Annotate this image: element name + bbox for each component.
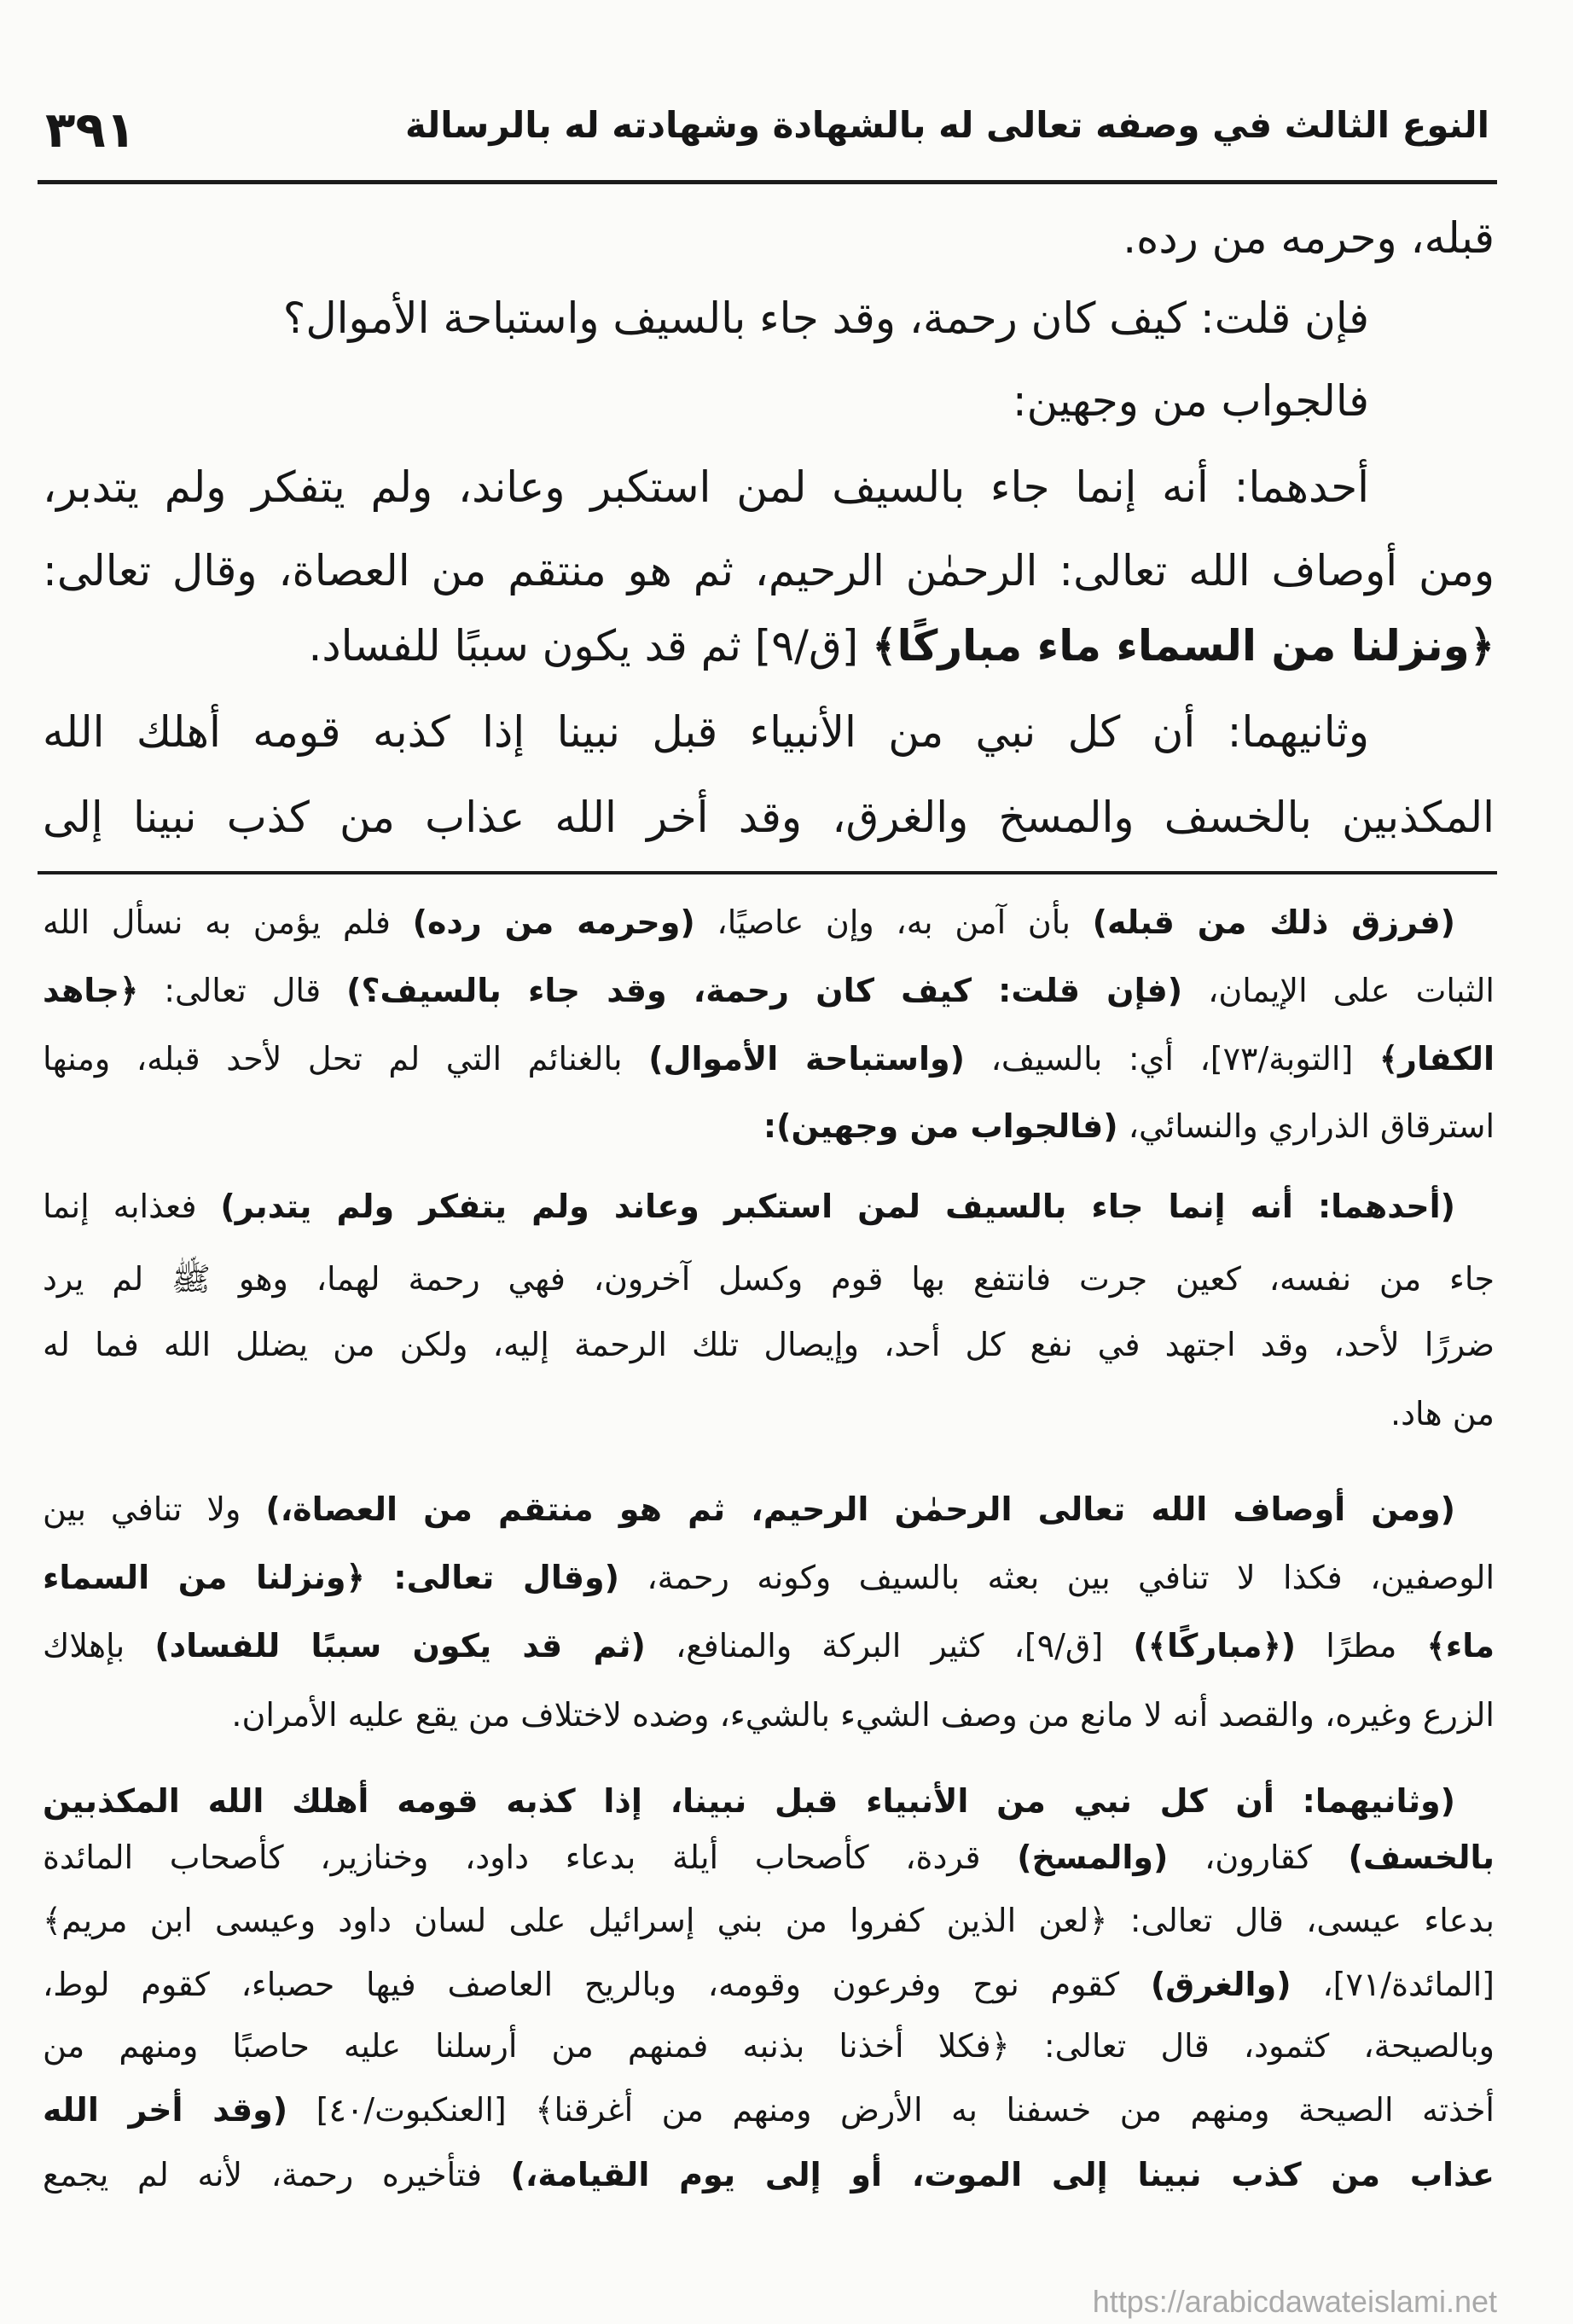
main-text-line [43, 457, 1369, 517]
quoted-matn-text: (فرزق ذلك من قبله) [1092, 903, 1455, 941]
quoted-matn-text: (﴿مباركًا﴾) [1133, 1627, 1297, 1665]
quoted-matn-text: (وثانيهما: أن كل نبي من الأنبياء قبل نبينا، إذا كذبه قومه أهلك الله المكذبين [43, 1782, 1455, 1820]
commentary-text: جاء من نفسه، كعين جرت فانتفع بها قوم وكسل آخرون، فهي رحمة لهما، وهو ﷺ لم يرد [43, 1260, 1495, 1298]
quoted-matn-text: (وقد أخر الله [43, 2091, 288, 2129]
commentary-line [43, 967, 1495, 1014]
main-text-line [43, 288, 1369, 348]
commentary-line [43, 1102, 1495, 1150]
commentary-text: الوصفين، فكذا لا تنافي بين بعثه بالسيف وكونه رحمة، [618, 1559, 1495, 1596]
commentary-text: فلم يؤمن به نسأل الله [43, 903, 413, 941]
commentary-line [43, 1390, 1495, 1438]
main-text-line [43, 208, 1495, 268]
main-text: قبله، وحرمه من رده. [1123, 213, 1495, 263]
quoted-matn-text: (أحدهما: أنه إنما جاء بالسيف لمن استكبر وعاند ولم يتفكر ولم يتدبر) [220, 1188, 1455, 1225]
main-text-line [43, 787, 1495, 847]
commentary-text: أخذته الصيحة ومنهم من خسفنا به الأرض ومنهم من أغرقنا﴾ [العنكبوت/٤٠] [287, 2091, 1495, 2129]
commentary-line [43, 2151, 1495, 2199]
main-text: وثانيهما: أن كل نبي من الأنبياء قبل نبينا إذا كذبه قومه أهلك الله [43, 707, 1369, 757]
quoted-matn-text: (والغرق) [1150, 1966, 1291, 2003]
quoted-matn-text: (فالجواب من وجهين): [763, 1107, 1118, 1145]
commentary-text: قال تعالى: [138, 972, 347, 1009]
commentary-text: قردة، كأصحاب أيلة بدعاء داود، وخنازير، كأصحاب المائدة [43, 1839, 1018, 1876]
commentary-line [43, 1485, 1455, 1533]
commentary-text: بدعاء عيسى، قال تعالى: ﴿لعن الذين كفروا من بني إسرائيل على لسان داود وعيسى ابن مريم﴾ [43, 1902, 1495, 1939]
watermark-url: https://arabicdawateislami.net [1092, 2284, 1497, 2319]
quoted-matn-text: عذاب من كذب نبينا إلى الموت، أو إلى يوم القيامة،) [510, 2156, 1495, 2193]
commentary-line [43, 1961, 1495, 2008]
commentary-text: [المائدة/٧١]، [1291, 1966, 1495, 2003]
commentary-text: كقارون، [1168, 1839, 1349, 1876]
commentary-line [43, 1182, 1455, 1230]
main-text-line [43, 616, 1495, 676]
quran-verse-text: الكفار﴾ [1379, 1040, 1495, 1078]
commentary-line [43, 1035, 1495, 1083]
main-text-line [43, 541, 1495, 601]
commentary-line [43, 1255, 1495, 1303]
quoted-matn-text: (وقال تعالى: ﴿ونزلنا من السماء [43, 1559, 619, 1596]
commentary-line [43, 1554, 1495, 1601]
commentary-text: فعذابه إنما [43, 1188, 221, 1225]
commentary-text: [التوبة/٧٣]، أي: بالسيف، [965, 1040, 1379, 1078]
quoted-matn-text: (ثم قد يكون سببًا للفساد) [154, 1627, 646, 1665]
commentary-text: بالغنائم التي لم تحل لأحد قبله، ومنها [43, 1040, 649, 1078]
main-text: المكذبين بالخسف والمسخ والغرق، وقد أخر الله عذاب من كذب نبينا إلى [43, 793, 1495, 842]
quran-verse-text: ﴿ونزلنا من السماء ماء مباركًا﴾ [872, 621, 1495, 671]
commentary-line [43, 1321, 1495, 1368]
commentary-text: فتأخيره رحمة، لأنه لم يجمع [43, 2156, 511, 2193]
commentary-line [43, 2086, 1495, 2134]
commentary-line [43, 1622, 1495, 1670]
commentary-line [43, 1897, 1495, 1944]
quoted-matn-text: بالخسف) [1348, 1839, 1495, 1876]
quoted-matn-text: (فإن قلت: كيف كان رحمة، وقد جاء بالسيف؟) [346, 972, 1183, 1009]
main-text: [ق/٩] ثم قد يكون سببًا للفساد. [308, 621, 873, 671]
quoted-matn-text: ماء﴾ [1426, 1627, 1495, 1665]
commentary-text: بإهلاك [43, 1627, 155, 1665]
commentary-text: [ق/٩]، كثير البركة والمنافع، [645, 1627, 1134, 1665]
commentary-line [43, 2022, 1495, 2070]
running-header-title: النوع الثالث في وصفه تعالى له بالشهادة وشهادته له بالرسالة [405, 104, 1489, 146]
footnote-separator-rule [38, 871, 1497, 874]
header-rule [38, 180, 1497, 184]
commentary-text: وبالصيحة، كثمود، قال تعالى: ﴿فكلا أخذنا بذنبه فمنهم من أرسلنا عليه حاصبًا ومنهم من [43, 2027, 1495, 2065]
commentary-text: بأن آمن به، وإن عاصيًا، [694, 903, 1093, 941]
commentary-line [43, 1777, 1455, 1825]
main-text: ومن أوصاف الله تعالى: الرحمٰن الرحيم، ثم هو منتقم من العصاة، وقال تعالى: [43, 546, 1495, 596]
page-number: ٣٩١ [45, 101, 136, 159]
quoted-matn-text: (والمسخ) [1017, 1839, 1169, 1876]
main-text: أحدهما: أنه إنما جاء بالسيف لمن استكبر وعاند، ولم يتفكر ولم يتدبر، [43, 462, 1369, 512]
main-text-line [43, 702, 1369, 762]
quoted-matn-text: (ومن أوصاف الله تعالى الرحمٰن الرحيم، ثم هو منتقم من العصاة،) [265, 1490, 1455, 1528]
quoted-matn-text: (وحرمه من رده) [412, 903, 695, 941]
quoted-matn-text: (واستباحة الأموال) [648, 1040, 966, 1078]
commentary-text: ضررًا لأحد، وقد اجتهد في نفع كل أحد، وإيصال تلك الرحمة إليه، ولكن من يضلل الله فما له [43, 1326, 1495, 1363]
main-text: فإن قلت: كيف كان رحمة، وقد جاء بالسيف واستباحة الأموال؟ [282, 293, 1369, 343]
commentary-text: ولا تنافي بين [43, 1490, 266, 1528]
commentary-text: من هاد. [1390, 1395, 1495, 1432]
commentary-text: الزرع وغيره، والقصد أنه لا مانع من وصف الشيء بالشيء، وضده لاختلاف من يقع عليه الأمران. [231, 1696, 1495, 1734]
quran-verse-text: ﴿جاهد [43, 972, 139, 1009]
commentary-line [43, 1691, 1495, 1739]
main-text: فالجواب من وجهين: [1012, 376, 1369, 426]
commentary-text: استرقاق الذراري والنسائي، [1117, 1107, 1495, 1145]
main-text-line [43, 371, 1369, 431]
commentary-line [43, 1833, 1495, 1881]
commentary-line [43, 898, 1455, 946]
commentary-text: مطرًا [1296, 1627, 1427, 1665]
commentary-text: الثبات على الإيمان، [1182, 972, 1495, 1009]
commentary-text: كقوم نوح وفرعون وقومه، وبالريح العاصف فيها حصباء، كقوم لوط، [43, 1966, 1151, 2003]
